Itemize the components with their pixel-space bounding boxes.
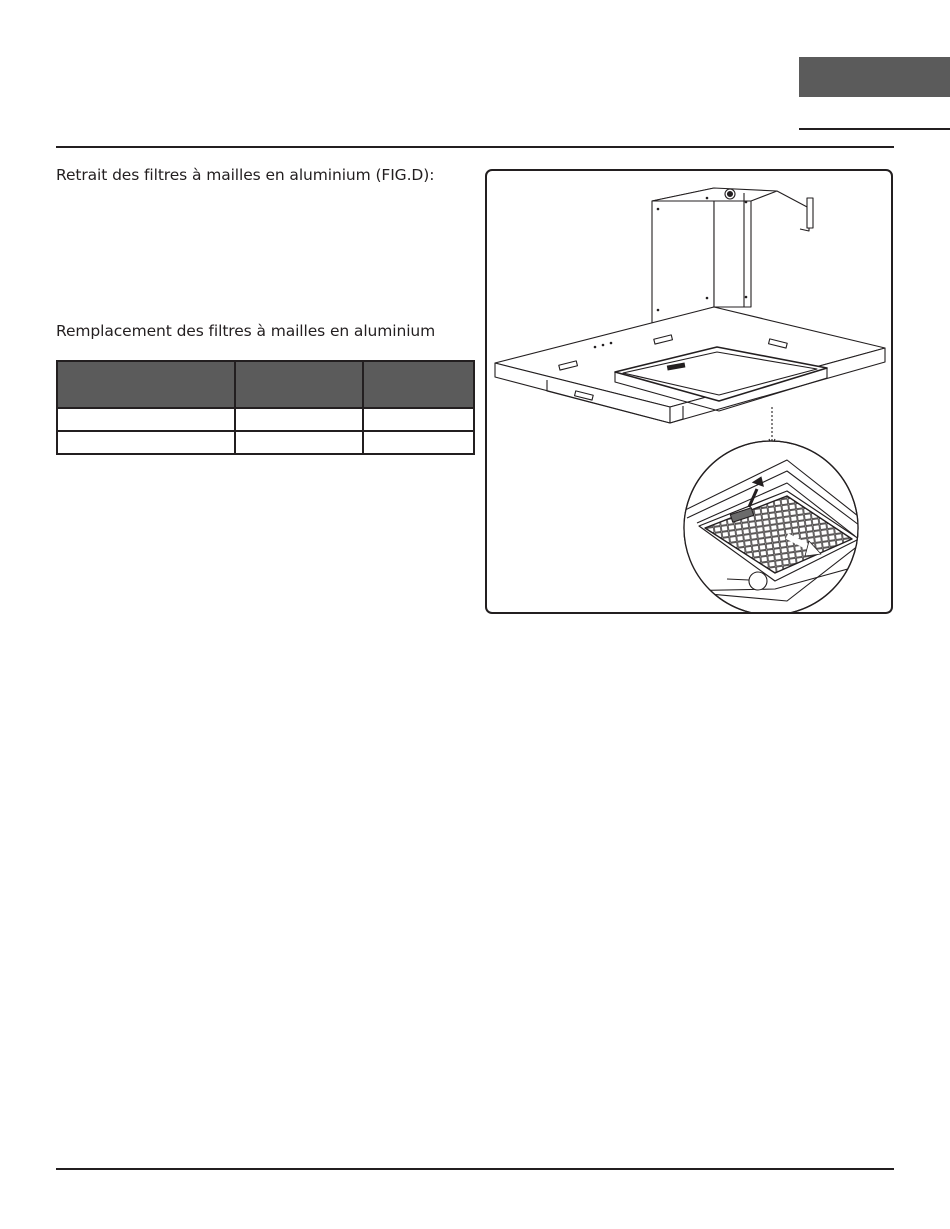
replacement-heading: Remplacement des filtres à mailles en aluminium xyxy=(56,322,436,340)
table-cell xyxy=(235,408,362,431)
table-cell xyxy=(57,408,235,431)
table-header-cell xyxy=(235,361,362,408)
header-rule xyxy=(56,146,894,148)
footer-rule xyxy=(56,1168,894,1170)
table-header-cell xyxy=(363,361,475,408)
figure-d-box xyxy=(485,169,893,614)
range-hood-illustration xyxy=(487,171,891,612)
table-row xyxy=(57,408,474,431)
table-row xyxy=(57,431,474,454)
table-header-row xyxy=(57,361,474,408)
language-tab xyxy=(799,57,950,97)
table-cell xyxy=(57,431,235,454)
removal-heading: Retrait des filtres à mailles en aluminium (FIG.D): xyxy=(56,166,435,184)
table-cell xyxy=(363,408,475,431)
tab-underline xyxy=(799,128,950,130)
filter-table xyxy=(56,360,475,455)
zoom-detail xyxy=(677,441,877,612)
canopy xyxy=(495,307,885,423)
table-header-cell xyxy=(57,361,235,408)
table-cell xyxy=(235,431,362,454)
table-cell xyxy=(363,431,475,454)
chimney xyxy=(652,188,813,324)
